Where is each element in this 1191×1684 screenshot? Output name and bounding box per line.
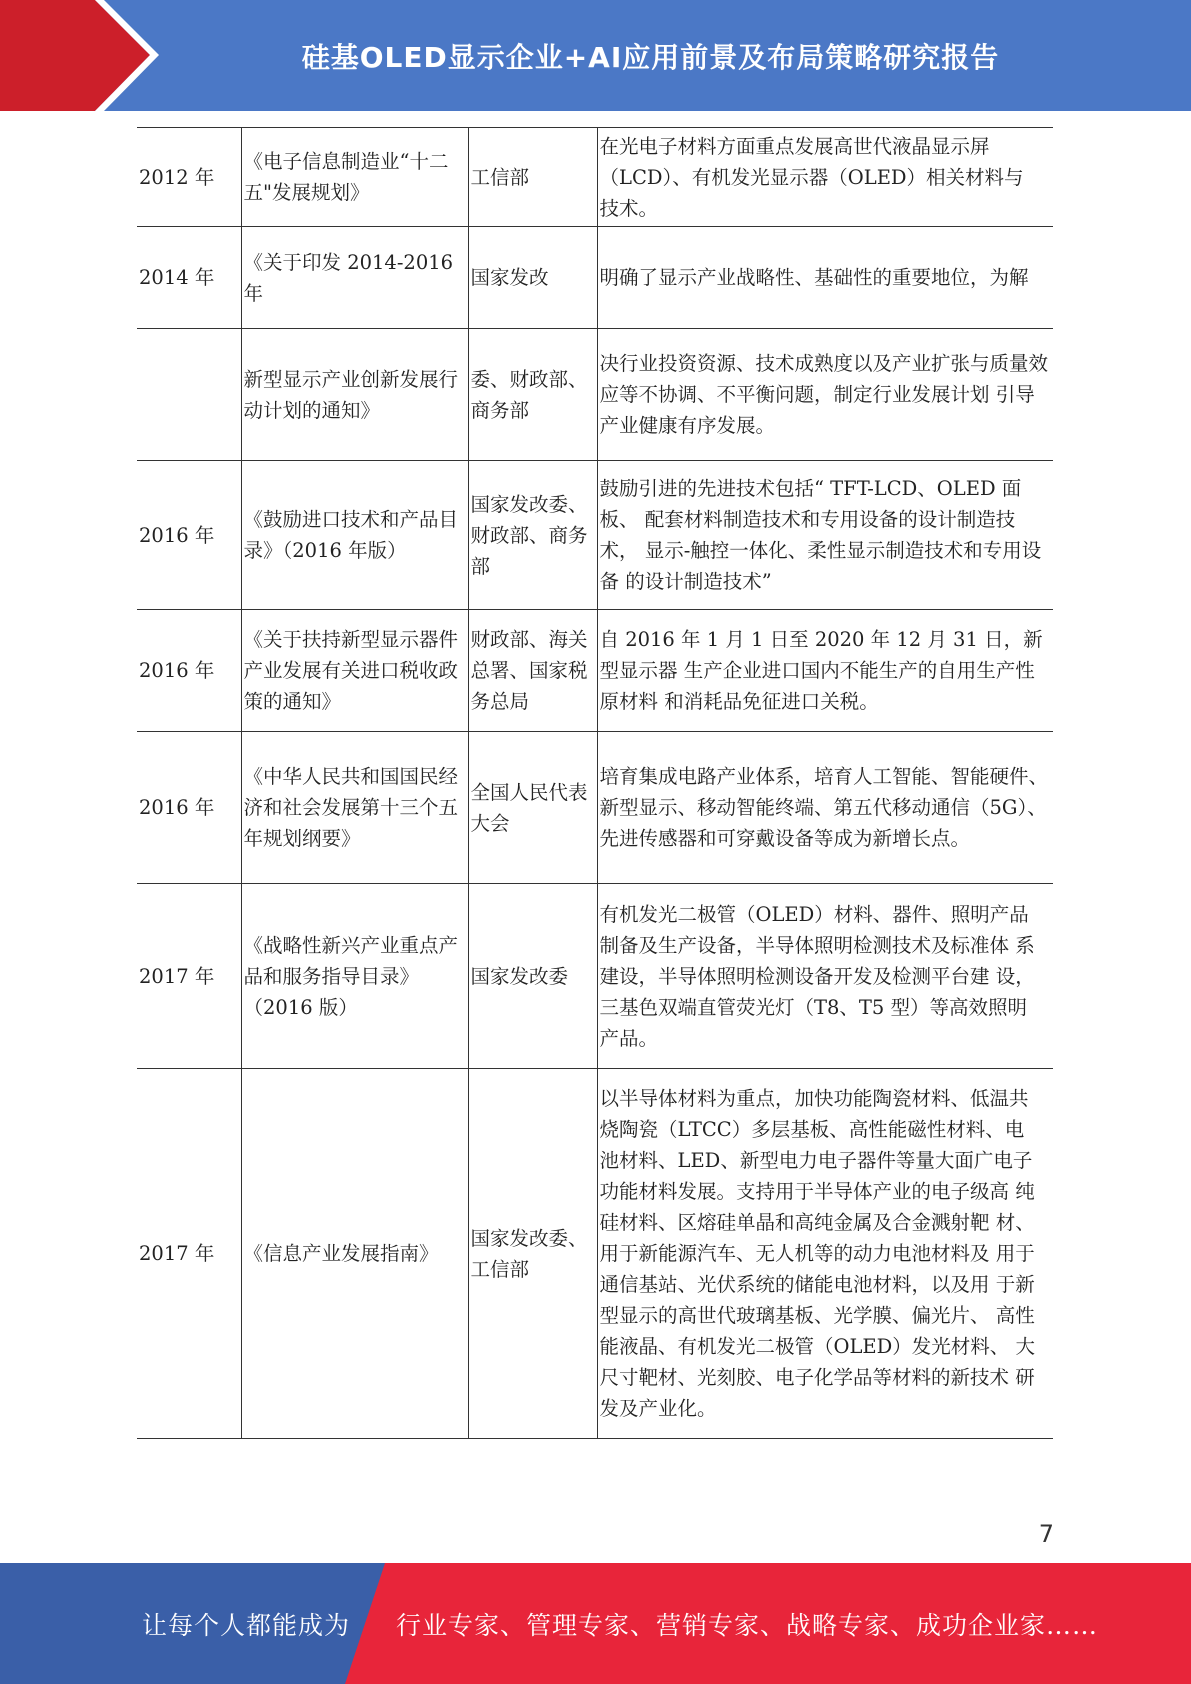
document-cell: 《战略性新兴产业重点产品和服务指导目录》（2016 版） xyxy=(241,884,468,1069)
year-cell: 2016 年 xyxy=(137,610,241,732)
department-cell: 全国人民代表大会 xyxy=(468,732,597,884)
department-cell: 委、财政部、商务部 xyxy=(468,329,597,461)
page-header xyxy=(0,0,1191,111)
department-cell: 工信部 xyxy=(468,128,597,227)
report-title: 硅基OLED显示企业+AI应用前景及布局策略研究报告 xyxy=(301,40,1000,74)
document-cell: 《鼓励进口技术和产品目录》（2016 年版） xyxy=(241,461,468,610)
table-row xyxy=(137,461,1053,610)
content-cell: 有机发光二极管（OLED）材料、器件、照明产品 制备及生产设备，半导体照明检测技术及标准体 系建设，半导体照明检测设备开发及检测平台建 设，三基色双端直管荧光灯（T8、T5 型）等高效照明 产品。 xyxy=(597,884,1053,1069)
department-cell: 国家发改委 xyxy=(468,884,597,1069)
year-cell: 2016 年 xyxy=(137,461,241,610)
footer-slogan-right: 行业专家、管理专家、营销专家、战略专家、成功企业家…… xyxy=(396,1610,1099,1640)
year-cell: 2016 年 xyxy=(137,732,241,884)
year-cell: 2017 年 xyxy=(137,884,241,1069)
content-cell: 鼓励引进的先进技术包括“ TFT-LCD、OLED 面板、 配套材料制造技术和专用设备的设计制造技术， 显示-触控一体化、柔性显示制造技术和专用设备 的设计制造技术” xyxy=(597,461,1053,610)
table-row xyxy=(137,884,1053,1069)
document-cell: 新型显示产业创新发展行动计划的通知》 xyxy=(241,329,468,461)
table-row xyxy=(137,329,1053,461)
document-cell: 《关于扶持新型显示器件产业发展有关进口税收政策的通知》 xyxy=(241,610,468,732)
content-cell: 决行业投资资源、技术成熟度以及产业扩张与质量效应等不协调、不平衡问题，制定行业发展计划 引导产业健康有序发展。 xyxy=(597,329,1053,461)
year-cell: 2017 年 xyxy=(137,1069,241,1439)
document-cell: 《关于印发 2014-2016 年 xyxy=(241,227,468,329)
department-cell: 国家发改 xyxy=(468,227,597,329)
table-row xyxy=(137,732,1053,884)
year-cell xyxy=(137,329,241,461)
content-cell: 自 2016 年 1 月 1 日至 2020 年 12 月 31 日，新型显示器 生产企业进口国内不能生产的自用生产性原材料 和消耗品免征进口关税。 xyxy=(597,610,1053,732)
policy-table xyxy=(137,127,1053,1439)
document-cell: 《中华人民共和国国民经济和社会发展第十三个五年规划纲要》 xyxy=(241,732,468,884)
content-cell: 在光电子材料方面重点发展高世代液晶显示屏（LCD）、有机发光显示器（OLED）相关材料与 技术。 xyxy=(597,128,1053,227)
content-cell: 培育集成电路产业体系，培育人工智能、智能硬件、新型显示、移动智能终端、第五代移动通信（5G）、先进传感器和可穿戴设备等成为新增长点。 xyxy=(597,732,1053,884)
document-cell: 《电子信息制造业“十二五"发展规划》 xyxy=(241,128,468,227)
department-cell: 国家发改委、工信部 xyxy=(468,1069,597,1439)
content-cell: 明确了显示产业战略性、基础性的重要地位，为解 xyxy=(597,227,1053,329)
page-footer xyxy=(0,1563,1191,1684)
department-cell: 财政部、海关总署、国家税务总局 xyxy=(468,610,597,732)
footer-slogan-left: 让每个人都能成为 xyxy=(142,1610,351,1640)
year-cell: 2012 年 xyxy=(137,128,241,227)
table-row xyxy=(137,128,1053,227)
document-cell: 《信息产业发展指南》 xyxy=(241,1069,468,1439)
table-row xyxy=(137,227,1053,329)
page-number: 7 xyxy=(1038,1520,1054,1548)
department-cell: 国家发改委、财政部、商务部 xyxy=(468,461,597,610)
year-cell: 2014 年 xyxy=(137,227,241,329)
table-row xyxy=(137,1069,1053,1439)
table-row xyxy=(137,610,1053,732)
content-cell: 以半导体材料为重点，加快功能陶瓷材料、低温共 烧陶瓷（LTCC）多层基板、高性能磁性材料、电 池材料、LED、新型电力电子器件等量大面广电子 功能材料发展。支持用于半导体产业的电子级高 纯硅材料、区熔硅单晶和高纯金属及合金溅射靶 材、用于新能源汽车、无人机等的动力电池材料及 用于通信基站、光伏系统的储能电池材料，以及用 于新型显示的高世代玻璃基板、光学膜、偏光片、 高性能液晶、有机发光二极管（OLED）发光材料、 大尺寸靶材、光刻胶、电子化学品等材料的新技术 研发及产业化。 xyxy=(597,1069,1053,1439)
